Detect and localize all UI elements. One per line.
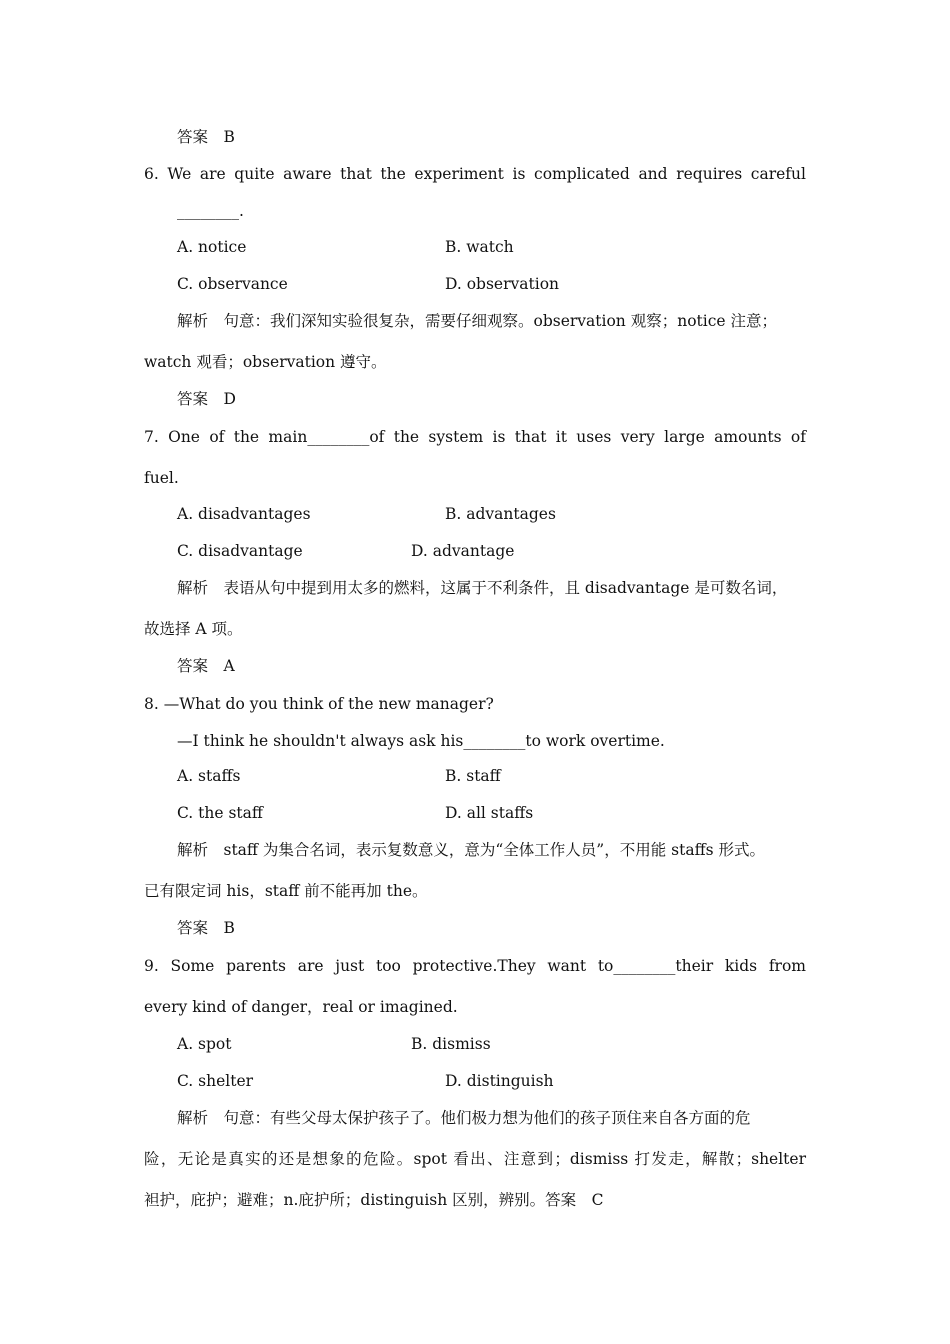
q7-option-c: C. disadvantage [177, 542, 303, 560]
q9-option-b: B. dismiss [411, 1035, 491, 1053]
q9-option-a: A. spot [177, 1035, 232, 1053]
q7-option-d: D. advantage [411, 542, 515, 560]
q6-option-a: A. notice [177, 238, 247, 256]
q7-option-b: B. advantages [445, 505, 556, 523]
q9-option-c: C. shelter [177, 1072, 254, 1090]
q6-analysis-line1: 解析 句意：我们深知实验很复杂，需要仔细观察。observation 观察；notice 注意； [177, 312, 777, 330]
q5-answer: 答案 B [177, 128, 235, 146]
q7-analysis-line2: 故选择 A 项。 [144, 620, 243, 638]
q8-option-a: A. staffs [177, 767, 241, 785]
q8-analysis-line2: 已有限定词 his，staff 前不能再加 the。 [144, 882, 428, 900]
q6-stem-line2: ________. [177, 202, 244, 220]
q6-option-b: B. watch [445, 238, 514, 256]
q7-stem-line1: 7. One of the main________of the system is that it uses very large amounts of [144, 428, 806, 446]
q8-analysis-line1: 解析 staff 为集合名词，表示复数意义，意为“全体工作人员”，不用能 staffs 形式。 [177, 841, 765, 859]
q9-stem-line2: every kind of danger，real or imagined. [144, 998, 458, 1016]
q6-option-c: C. observance [177, 275, 288, 293]
q8-stem-line2: —I think he shouldn't always ask his________to work overtime. [177, 732, 665, 750]
q6-stem-line1: 6. We are quite aware that the experiment is complicated and requires careful [144, 165, 806, 183]
q9-option-d: D. distinguish [445, 1072, 554, 1090]
q9-analysis-line3: 袒护，庇护；避难；n.庇护所；distinguish 区别，辨别。答案 C [144, 1191, 604, 1209]
q9-analysis-line2: 险，无论是真实的还是想象的危险。spot 看出、注意到；dismiss 打发走，解散；shelter [144, 1150, 806, 1168]
q8-answer: 答案 B [177, 919, 235, 937]
q8-option-b: B. staff [445, 767, 501, 785]
q9-stem-line1: 9. Some parents are just too protective.They want to________their kids from [144, 957, 806, 975]
q7-answer: 答案 A [177, 657, 235, 675]
q6-analysis-line2: watch 观看；observation 遵守。 [144, 353, 387, 371]
q9-analysis-line1: 解析 句意：有些父母太保护孩子了。他们极力想为他们的孩子顶住来自各方面的危 [177, 1109, 751, 1127]
q8-option-c: C. the staff [177, 804, 263, 822]
q6-option-d: D. observation [445, 275, 560, 293]
q6-answer: 答案 D [177, 390, 236, 408]
q7-analysis-line1: 解析 表语从句中提到用太多的燃料，这属于不利条件，且 disadvantage 是可数名词， [177, 579, 788, 597]
q8-stem-line1: 8. —What do you think of the new manager? [144, 695, 494, 713]
q7-stem-line2: fuel. [144, 469, 179, 487]
q7-option-a: A. disadvantages [177, 505, 311, 523]
q8-option-d: D. all staffs [445, 804, 534, 822]
